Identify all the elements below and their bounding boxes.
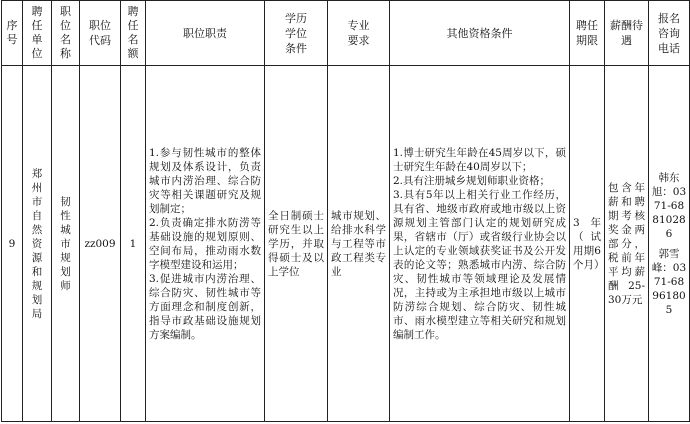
header-major: 专业 要求 [328, 1, 390, 66]
cell-salary: 包含年薪和聘期考核奖金两部分，税前年平均薪酬25-30万元 [605, 66, 649, 422]
contact-item: 郭雪峰：0371-68961805 [651, 247, 687, 316]
header-quota: 聘任名额 [121, 1, 146, 66]
cell-position-name: 韧性城市规划师 [52, 66, 80, 422]
header-duties: 职位职责 [146, 1, 265, 66]
cell-term: 3年（试用期6个月） [570, 66, 605, 422]
header-seq: 序号 [2, 1, 23, 66]
header-position-code: 职位代码 [80, 1, 121, 66]
other-item: 1.博士研究生年龄在45周岁以下，硕士研究生年龄在40周岁以下； [393, 146, 566, 173]
header-other: 其他资格条件 [390, 1, 570, 66]
duty-item: 3.促进城市内涝治理、综合防灾、韧性城市等方面理念和制度创新，指导市政基础设施规划方案编制。 [149, 272, 261, 341]
header-contact: 报名 咨询 电话 [649, 1, 690, 66]
cell-education: 全日制硕士研究生以上学历，并取得硕士及以上学位 [265, 66, 328, 422]
contact-item: 韩东旭：0371-68810286 [651, 171, 687, 240]
recruitment-table [1, 0, 690, 422]
header-row [2, 1, 690, 66]
header-salary: 薪酬待 遇 [605, 1, 649, 66]
cell-duties [146, 66, 265, 422]
cell-major: 城市规划、给排水科学与工程等市政工程类专业 [328, 66, 390, 422]
header-employer: 聘任单位 [23, 1, 52, 66]
duty-item: 1.参与韧性城市的整体规划及体系设计，负责城市内涝治理、综合防灾等相关课题研究及规划制定； [149, 146, 261, 215]
cell-seq: 9 [2, 66, 23, 422]
cell-contact [649, 66, 690, 422]
table-row [2, 66, 690, 422]
other-item: 2.具有注册城乡规划师职业资格； [393, 174, 551, 187]
cell-position-code: zz009 [80, 66, 121, 422]
duty-item: 2.负责确定排水防涝等基础设施的规划原则、空间布局，推动雨水数字模型建设和运用； [149, 216, 261, 271]
header-position-name: 职位名称 [52, 1, 80, 66]
cell-employer: 郑州市自然资源和规划局 [23, 66, 52, 422]
header-education: 学历 学位 条件 [265, 1, 328, 66]
other-item: 3.具有5年以上相关行业工作经历，具有省、地级市政府或地市级以上资源规划主管部门认定的规划研究成果，省辖市（厅）或省级行业协会以上认定的专业领域获奖证书及公开发表的论文等；熟悉城市内涝、综合防灾、韧性城市等领域理论及发展情况，主持或为主承担地市级以上城市防涝综合规划、综合防灾、韧性城市、雨水模型建立等相关研究和规划编制工作。 [393, 188, 566, 341]
cell-quota: 1 [121, 66, 146, 422]
header-term: 聘任 期限 [570, 1, 605, 66]
cell-other [390, 66, 570, 422]
